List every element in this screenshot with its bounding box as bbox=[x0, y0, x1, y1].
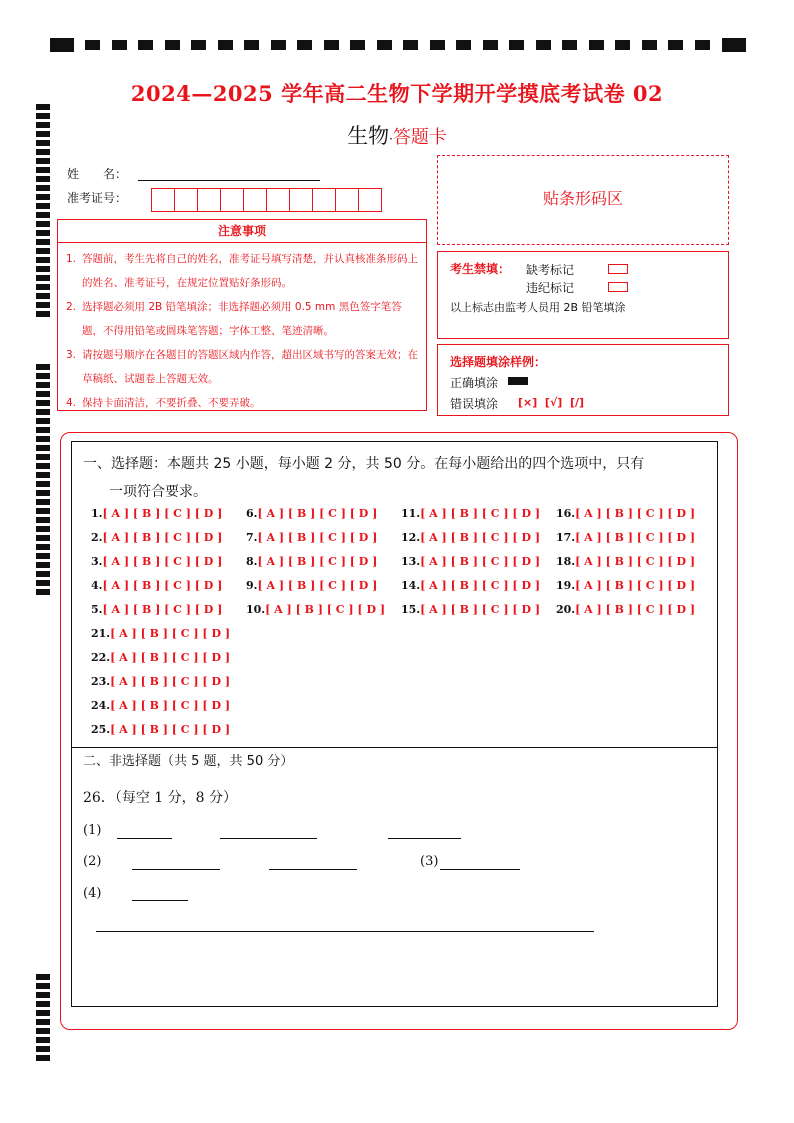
timing-mark bbox=[36, 974, 50, 980]
question-options[interactable]: [ A ] [ B ] [ C ] [ D ] bbox=[575, 507, 696, 520]
fill-sample-box bbox=[437, 344, 729, 416]
timing-mark bbox=[36, 257, 50, 263]
timing-mark bbox=[36, 1055, 50, 1061]
timing-mark bbox=[36, 382, 50, 388]
timing-mark bbox=[36, 553, 50, 559]
timing-mark bbox=[562, 40, 577, 50]
notice-item-text: 保持卡面清洁，不要折叠、不要弄破。 bbox=[82, 397, 261, 409]
timing-mark bbox=[509, 40, 524, 50]
timing-mark bbox=[271, 40, 286, 50]
exam-subtitle bbox=[0, 120, 794, 150]
choice-question[interactable] bbox=[556, 555, 695, 568]
timing-mark bbox=[589, 40, 604, 50]
question-options[interactable]: [ A ] [ B ] [ C ] [ D ] bbox=[265, 603, 386, 616]
answer-blank-4a[interactable] bbox=[132, 900, 188, 901]
question-number: 5. bbox=[91, 603, 103, 616]
timing-mark bbox=[456, 40, 471, 50]
absent-mark-label: 缺考标记 bbox=[526, 263, 575, 277]
timing-mark bbox=[36, 481, 50, 487]
timing-mark bbox=[36, 571, 50, 577]
forbidden-label: 考生禁填： bbox=[450, 262, 511, 276]
question-number: 10. bbox=[246, 603, 266, 616]
question-options[interactable]: [ A ] [ B ] [ C ] [ D ] bbox=[110, 675, 231, 688]
sample-wrong-label: 错误填涂 bbox=[450, 397, 499, 411]
timing-mark bbox=[483, 40, 498, 50]
notice-heading: 注意事项 bbox=[58, 220, 426, 243]
subject-label: 生物 bbox=[347, 124, 390, 148]
sample-correct-label: 正确填涂 bbox=[450, 376, 499, 390]
timing-mark bbox=[165, 40, 180, 50]
timing-mark bbox=[36, 391, 50, 397]
timing-mark bbox=[112, 40, 127, 50]
question-number: 8. bbox=[246, 555, 258, 568]
subtitle-dot: · bbox=[389, 132, 393, 146]
answer-blank-4b[interactable] bbox=[96, 931, 594, 932]
timing-mark bbox=[85, 40, 100, 50]
notice-list bbox=[58, 243, 426, 415]
question-options[interactable]: [ A ] [ B ] [ C ] [ D ] bbox=[420, 579, 541, 592]
choice-question[interactable] bbox=[91, 699, 230, 712]
timing-mark bbox=[36, 589, 50, 595]
question-options[interactable]: [ A ] [ B ] [ C ] [ D ] bbox=[575, 603, 696, 616]
timing-mark bbox=[36, 418, 50, 424]
timing-mark bbox=[642, 40, 657, 50]
timing-mark bbox=[36, 239, 50, 245]
notice-item-number: 1. bbox=[66, 253, 77, 265]
question-number: 7. bbox=[246, 531, 258, 544]
notice-item-text: 选择题必须用 2B 铅笔填涂；非选择题必须用 0.5 mm 黑色签字笔答题，不得用铅笔或圆珠笔答题；字体工整、笔迹清晰。 bbox=[82, 301, 402, 337]
timing-mark bbox=[36, 454, 50, 460]
sample-correct-mark bbox=[508, 377, 528, 385]
timing-mark bbox=[36, 992, 50, 998]
timing-mark bbox=[36, 212, 50, 218]
timing-mark bbox=[36, 580, 50, 586]
timing-mark bbox=[36, 266, 50, 272]
section1-line1: 一、选择题：本题共 25 小题，每小题 2 分，共 50 分。在每小题给出的四个选项中，只有 bbox=[83, 456, 645, 472]
id-digit-box[interactable] bbox=[220, 188, 244, 212]
question-options[interactable]: [ A ] [ B ] [ C ] [ D ] bbox=[102, 507, 223, 520]
id-digit-box[interactable] bbox=[174, 188, 198, 212]
answer-blank-1a[interactable] bbox=[117, 838, 172, 839]
question-number: 9. bbox=[246, 579, 258, 592]
question-number: 21. bbox=[91, 627, 111, 640]
timing-mark bbox=[430, 40, 445, 50]
timing-mark-corner bbox=[722, 38, 746, 52]
question-options[interactable]: [ A ] [ B ] [ C ] [ D ] bbox=[575, 579, 696, 592]
id-digit-box[interactable] bbox=[358, 188, 382, 212]
timing-mark bbox=[377, 40, 392, 50]
question-options[interactable]: [ A ] [ B ] [ C ] [ D ] bbox=[257, 555, 378, 568]
question-options[interactable]: [ A ] [ B ] [ C ] [ D ] bbox=[420, 555, 541, 568]
id-digit-box[interactable] bbox=[335, 188, 359, 212]
id-digit-box[interactable] bbox=[197, 188, 221, 212]
timing-mark bbox=[36, 373, 50, 379]
question-number: 18. bbox=[556, 555, 576, 568]
question-options[interactable]: [ A ] [ B ] [ C ] [ D ] bbox=[102, 603, 223, 616]
question-number: 12. bbox=[401, 531, 421, 544]
timing-mark bbox=[36, 1010, 50, 1016]
id-digit-box[interactable] bbox=[243, 188, 267, 212]
timing-mark-corner bbox=[50, 38, 74, 52]
question-options[interactable]: [ A ] [ B ] [ C ] [ D ] bbox=[575, 555, 696, 568]
name-label: 姓 名： bbox=[67, 167, 128, 181]
timing-mark bbox=[36, 311, 50, 317]
notice-item bbox=[66, 295, 420, 343]
absent-mark-box[interactable] bbox=[608, 264, 628, 274]
notice-item-text: 请按题号顺序在各题目的答题区域内作答，超出区域书写的答案无效；在草稿纸、试题卷上答题无效。 bbox=[82, 349, 418, 385]
choice-question[interactable] bbox=[401, 507, 540, 520]
timing-mark bbox=[36, 490, 50, 496]
question-options[interactable]: [ A ] [ B ] [ C ] [ D ] bbox=[110, 627, 231, 640]
timing-mark bbox=[36, 284, 50, 290]
choice-question[interactable] bbox=[401, 531, 540, 544]
question-number: 16. bbox=[556, 507, 576, 520]
timing-mark bbox=[36, 221, 50, 227]
blank-label-1: (1) bbox=[83, 823, 102, 838]
question-options[interactable]: [ A ] [ B ] [ C ] [ D ] bbox=[257, 579, 378, 592]
timing-mark bbox=[36, 562, 50, 568]
barcode-area: 贴条形码区 bbox=[437, 155, 729, 245]
name-field[interactable] bbox=[138, 180, 320, 181]
timing-mark bbox=[36, 275, 50, 281]
question-options[interactable]: [ A ] [ B ] [ C ] [ D ] bbox=[420, 531, 541, 544]
timing-mark bbox=[36, 436, 50, 442]
choice-question[interactable] bbox=[556, 579, 695, 592]
timing-mark bbox=[36, 400, 50, 406]
timing-mark bbox=[36, 248, 50, 254]
timing-mark bbox=[36, 113, 50, 119]
timing-mark bbox=[36, 427, 50, 433]
forbidden-box bbox=[437, 251, 729, 339]
timing-mark bbox=[36, 535, 50, 541]
choice-question[interactable] bbox=[91, 507, 222, 520]
id-digit-box[interactable] bbox=[266, 188, 290, 212]
section2-heading: 二、非选择题（共 5 题，共 50 分） bbox=[83, 754, 294, 769]
answer-blank-2a[interactable] bbox=[132, 869, 220, 870]
choice-question[interactable] bbox=[401, 579, 540, 592]
choice-question[interactable] bbox=[91, 603, 222, 616]
question-number: 22. bbox=[91, 651, 111, 664]
question-number: 6. bbox=[246, 507, 258, 520]
notice-box bbox=[57, 219, 427, 411]
timing-mark bbox=[36, 293, 50, 299]
exam-title: 2024—2025 学年高二生物下学期开学摸底考试卷 02 bbox=[130, 81, 664, 106]
timing-mark bbox=[36, 167, 50, 173]
notice-item-number: 3. bbox=[66, 349, 77, 361]
choice-question[interactable] bbox=[401, 555, 540, 568]
question-options[interactable]: [ A ] [ B ] [ C ] [ D ] bbox=[110, 651, 231, 664]
question-number: 14. bbox=[401, 579, 421, 592]
timing-mark bbox=[244, 40, 259, 50]
notice-item bbox=[66, 391, 420, 415]
section1-instructions bbox=[83, 450, 708, 506]
timing-mark bbox=[36, 302, 50, 308]
timing-mark bbox=[36, 185, 50, 191]
question-number: 19. bbox=[556, 579, 576, 592]
choice-question[interactable] bbox=[246, 507, 377, 520]
timing-mark bbox=[36, 517, 50, 523]
id-digit-box[interactable] bbox=[289, 188, 313, 212]
question-number: 15. bbox=[401, 603, 421, 616]
timing-mark bbox=[36, 983, 50, 989]
timing-mark bbox=[36, 364, 50, 370]
question-number: 3. bbox=[91, 555, 103, 568]
notice-item bbox=[66, 247, 420, 295]
violation-mark-label: 违纪标记 bbox=[526, 281, 575, 295]
timing-mark bbox=[36, 526, 50, 532]
timing-mark bbox=[36, 508, 50, 514]
timing-mark bbox=[668, 40, 683, 50]
choice-question[interactable] bbox=[246, 555, 377, 568]
timing-mark bbox=[615, 40, 630, 50]
question-options[interactable]: [ A ] [ B ] [ C ] [ D ] bbox=[420, 507, 541, 520]
question-number: 13. bbox=[401, 555, 421, 568]
question-options[interactable]: [ A ] [ B ] [ C ] [ D ] bbox=[257, 531, 378, 544]
timing-mark bbox=[191, 40, 206, 50]
choice-question[interactable] bbox=[246, 579, 377, 592]
blank-label-4: (4) bbox=[83, 886, 102, 901]
blank-label-3: (3) bbox=[420, 854, 439, 869]
sample-title: 选择题填涂样例： bbox=[450, 355, 547, 369]
timing-mark bbox=[36, 1046, 50, 1052]
question-options[interactable]: [ A ] [ B ] [ C ] [ D ] bbox=[575, 531, 696, 544]
id-digit-box[interactable] bbox=[312, 188, 336, 212]
answer-blank-1c[interactable] bbox=[388, 838, 461, 839]
question-number: 25. bbox=[91, 723, 111, 736]
question-options[interactable]: [ A ] [ B ] [ C ] [ D ] bbox=[257, 507, 378, 520]
answer-card-label: 答题卡 bbox=[392, 127, 447, 148]
question-options[interactable]: [ A ] [ B ] [ C ] [ D ] bbox=[102, 555, 223, 568]
timing-marks-left-3 bbox=[36, 974, 50, 1064]
timing-mark bbox=[36, 194, 50, 200]
timing-mark bbox=[36, 158, 50, 164]
question-options[interactable]: [ A ] [ B ] [ C ] [ D ] bbox=[420, 603, 541, 616]
timing-mark bbox=[695, 40, 710, 50]
choice-question[interactable] bbox=[91, 579, 222, 592]
timing-mark bbox=[403, 40, 418, 50]
timing-mark bbox=[36, 230, 50, 236]
choice-question[interactable] bbox=[91, 675, 230, 688]
timing-mark bbox=[297, 40, 312, 50]
choice-question[interactable] bbox=[91, 555, 222, 568]
question-options[interactable]: [ A ] [ B ] [ C ] [ D ] bbox=[110, 723, 231, 736]
id-number-boxes[interactable] bbox=[152, 188, 382, 212]
question-number: 20. bbox=[556, 603, 576, 616]
blank-label-2: (2) bbox=[83, 854, 102, 869]
timing-mark bbox=[36, 1037, 50, 1043]
choice-question[interactable] bbox=[91, 651, 230, 664]
timing-mark bbox=[36, 499, 50, 505]
timing-mark bbox=[138, 40, 153, 50]
answer-blank-2b[interactable] bbox=[269, 869, 357, 870]
forbidden-note: 以上标志由监考人员用 2B 铅笔填涂 bbox=[450, 301, 626, 314]
violation-mark-box[interactable] bbox=[608, 282, 628, 292]
choice-question[interactable] bbox=[246, 531, 377, 544]
timing-mark bbox=[36, 544, 50, 550]
choice-question[interactable] bbox=[556, 507, 695, 520]
timing-mark bbox=[36, 472, 50, 478]
choice-question[interactable] bbox=[91, 531, 222, 544]
choice-question[interactable] bbox=[91, 723, 230, 736]
section1-line2: 一项符合要求。 bbox=[109, 484, 207, 500]
question-options[interactable]: [ A ] [ B ] [ C ] [ D ] bbox=[110, 699, 231, 712]
id-label: 准考证号： bbox=[67, 191, 128, 205]
notice-item-number: 2. bbox=[66, 301, 77, 313]
section-divider bbox=[71, 747, 718, 748]
timing-mark bbox=[36, 1028, 50, 1034]
question-number: 4. bbox=[91, 579, 103, 592]
timing-marks-top bbox=[50, 38, 746, 52]
timing-marks-left-2 bbox=[36, 364, 50, 598]
question-number: 1. bbox=[91, 507, 103, 520]
timing-mark bbox=[36, 409, 50, 415]
timing-mark bbox=[36, 463, 50, 469]
choice-question[interactable] bbox=[556, 531, 695, 544]
answer-blank-3[interactable] bbox=[440, 869, 520, 870]
question-number: 2. bbox=[91, 531, 103, 544]
timing-mark bbox=[36, 203, 50, 209]
id-digit-box[interactable] bbox=[151, 188, 175, 212]
notice-item bbox=[66, 343, 420, 391]
q26-heading: 26．（每空 1 分，8 分） bbox=[83, 790, 237, 806]
question-number: 23. bbox=[91, 675, 111, 688]
timing-mark bbox=[324, 40, 339, 50]
question-number: 11. bbox=[401, 507, 421, 520]
question-number: 17. bbox=[556, 531, 576, 544]
notice-item-number: 4. bbox=[66, 397, 77, 409]
choice-question[interactable] bbox=[246, 603, 385, 616]
timing-mark bbox=[36, 176, 50, 182]
question-options[interactable]: [ A ] [ B ] [ C ] [ D ] bbox=[102, 531, 223, 544]
timing-mark bbox=[36, 445, 50, 451]
timing-mark bbox=[36, 1001, 50, 1007]
question-number: 24. bbox=[91, 699, 111, 712]
notice-item-text: 答题前，考生先将自己的姓名，准考证号填写清楚，并认真核准条形码上的姓名、准考证号，在规定位置贴好条形码。 bbox=[82, 253, 418, 289]
timing-mark bbox=[36, 1019, 50, 1025]
sample-wrong-marks: [×] [√] [/] bbox=[518, 396, 585, 409]
timing-mark bbox=[350, 40, 365, 50]
timing-mark bbox=[536, 40, 551, 50]
question-options[interactable]: [ A ] [ B ] [ C ] [ D ] bbox=[102, 579, 223, 592]
timing-mark bbox=[218, 40, 233, 50]
choice-question[interactable] bbox=[556, 603, 695, 616]
choice-question[interactable] bbox=[401, 603, 540, 616]
answer-blank-1b[interactable] bbox=[220, 838, 317, 839]
choice-question[interactable] bbox=[91, 627, 230, 640]
